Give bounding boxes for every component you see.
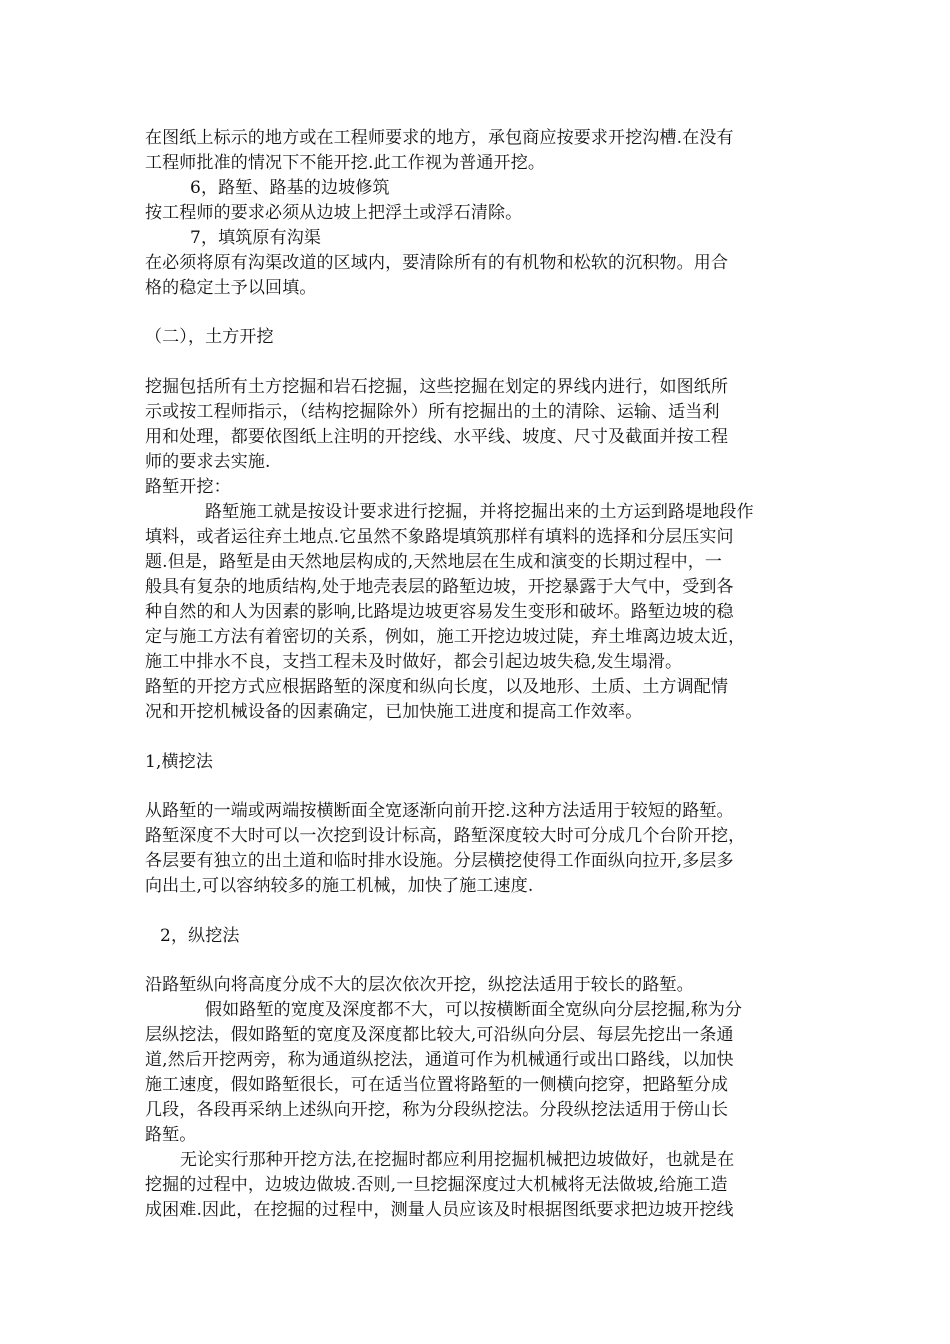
paragraph-line: 填料，或者运往弃土地点.它虽然不象路堤填筑那样有填料的选择和分层压实问 — [145, 527, 734, 547]
paragraph-line: 路堑深度不大时可以一次挖到设计标高，路堑深度较大时可分成几个台阶开挖， — [145, 826, 746, 846]
paragraph-line: 假如路堑的宽度及深度都不大，可以按横断面全宽纵向分层挖掘,称为分 — [205, 1000, 743, 1020]
paragraph-line: 无论实行那种开挖方法,在挖掘时都应利用挖掘机械把边坡做好，也就是在 — [180, 1150, 735, 1170]
paragraph-line: 路堑。 — [145, 1125, 197, 1145]
section-heading-7: 7，填筑原有沟渠 — [190, 228, 322, 248]
paragraph-line: 用和处理，都要依图纸上注明的开挖线、水平线、坡度、尺寸及截面并按工程 — [145, 427, 729, 447]
paragraph-line: 种自然的和人为因素的影响,比路堤边坡更容易发生变形和破坏。路堑边坡的稳 — [145, 602, 734, 622]
paragraph-line: 各层要有独立的出土道和临时排水设施。分层横挖使得工作面纵向拉开,多层多 — [145, 851, 734, 871]
paragraph-line: 题.但是，路堑是由天然地层构成的,天然地层在生成和演变的长期过程中，一 — [145, 552, 723, 572]
paragraph-line: 格的稳定土予以回填。 — [145, 278, 317, 298]
paragraph-line: 路堑的开挖方式应根据路堑的深度和纵向长度，以及地形、土质、土方调配情 — [145, 677, 729, 697]
paragraph-line: 从路堑的一端或两端按横断面全宽逐渐向前开挖.这种方法适用于较短的路堑。 — [145, 801, 734, 821]
paragraph-line: 在图纸上标示的地方或在工程师要求的地方，承包商应按要求开挖沟槽.在没有 — [145, 128, 734, 148]
section-heading-6: 6，路堑、路基的边坡修筑 — [190, 178, 390, 198]
section-heading-longitudinal: 2，纵挖法 — [160, 926, 240, 946]
paragraph-line: 几段，各段再采纳上述纵向开挖，称为分段纵挖法。分段纵挖法适用于傍山长 — [145, 1100, 729, 1120]
paragraph-line: 道,然后开挖两旁，称为通道纵挖法，通道可作为机械通行或出口路线，以加快 — [145, 1050, 734, 1070]
paragraph-line: 定与施工方法有着密切的关系，例如，施工开挖边坡过陡，弃土堆离边坡太近， — [145, 627, 746, 647]
paragraph-line: 工程师批准的情况下不能开挖.此工作视为普通开挖。 — [145, 153, 546, 173]
paragraph-line: 施工速度，假如路堑很长，可在适当位置将路堑的一侧横向挖穿，把路堑分成 — [145, 1075, 729, 1095]
paragraph-line: 示或按工程师指示，（结构挖掘除外）所有挖掘出的土的清除、运输、适当利 — [145, 402, 720, 422]
paragraph-line: 层纵挖法，假如路堑的宽度及深度都比较大,可沿纵向分层、每层先挖出一条通 — [145, 1025, 734, 1045]
paragraph-line: 施工中排水不良，支挡工程未及时做好，都会引起边坡失稳,发生塌滑。 — [145, 652, 683, 672]
paragraph-line: 沿路堑纵向将高度分成不大的层次依次开挖，纵挖法适用于较长的路堑。 — [145, 975, 694, 995]
paragraph-line: 路堑施工就是按设计要求进行挖掘，并将挖掘出来的土方运到路堤地段作 — [205, 502, 754, 522]
section-heading-earthwork: （二），土方开挖 — [145, 327, 274, 347]
paragraph-line: 般具有复杂的地质结构,处于地壳表层的路堑边坡，开挖暴露于大气中，受到各 — [145, 577, 734, 597]
paragraph-line: 按工程师的要求必须从边坡上把浮土或浮石清除。 — [145, 203, 523, 223]
paragraph-line: 况和开挖机械设备的因素确定，已加快施工进度和提高工作效率。 — [145, 702, 643, 722]
paragraph-line: 挖掘包括所有土方挖掘和岩石挖掘，这些挖掘在划定的界线内进行，如图纸所 — [145, 377, 729, 397]
paragraph-line: 挖掘的过程中，边坡边做坡.否则,一旦挖掘深度过大机械将无法做坡,给施工造 — [145, 1175, 728, 1195]
subheading-cutting: 路堑开挖： — [145, 477, 231, 497]
paragraph-line: 师的要求去实施. — [145, 452, 271, 472]
section-heading-transverse: 1,横挖法 — [145, 752, 213, 772]
paragraph-line: 向出土,可以容纳较多的施工机械，加快了施工速度. — [145, 876, 534, 896]
paragraph-line: 在必须将原有沟渠改道的区域内，要清除所有的有机物和松软的沉积物。用合 — [145, 253, 729, 273]
paragraph-line: 成困难.因此，在挖掘的过程中，测量人员应该及时根据图纸要求把边坡开挖线 — [145, 1200, 734, 1220]
